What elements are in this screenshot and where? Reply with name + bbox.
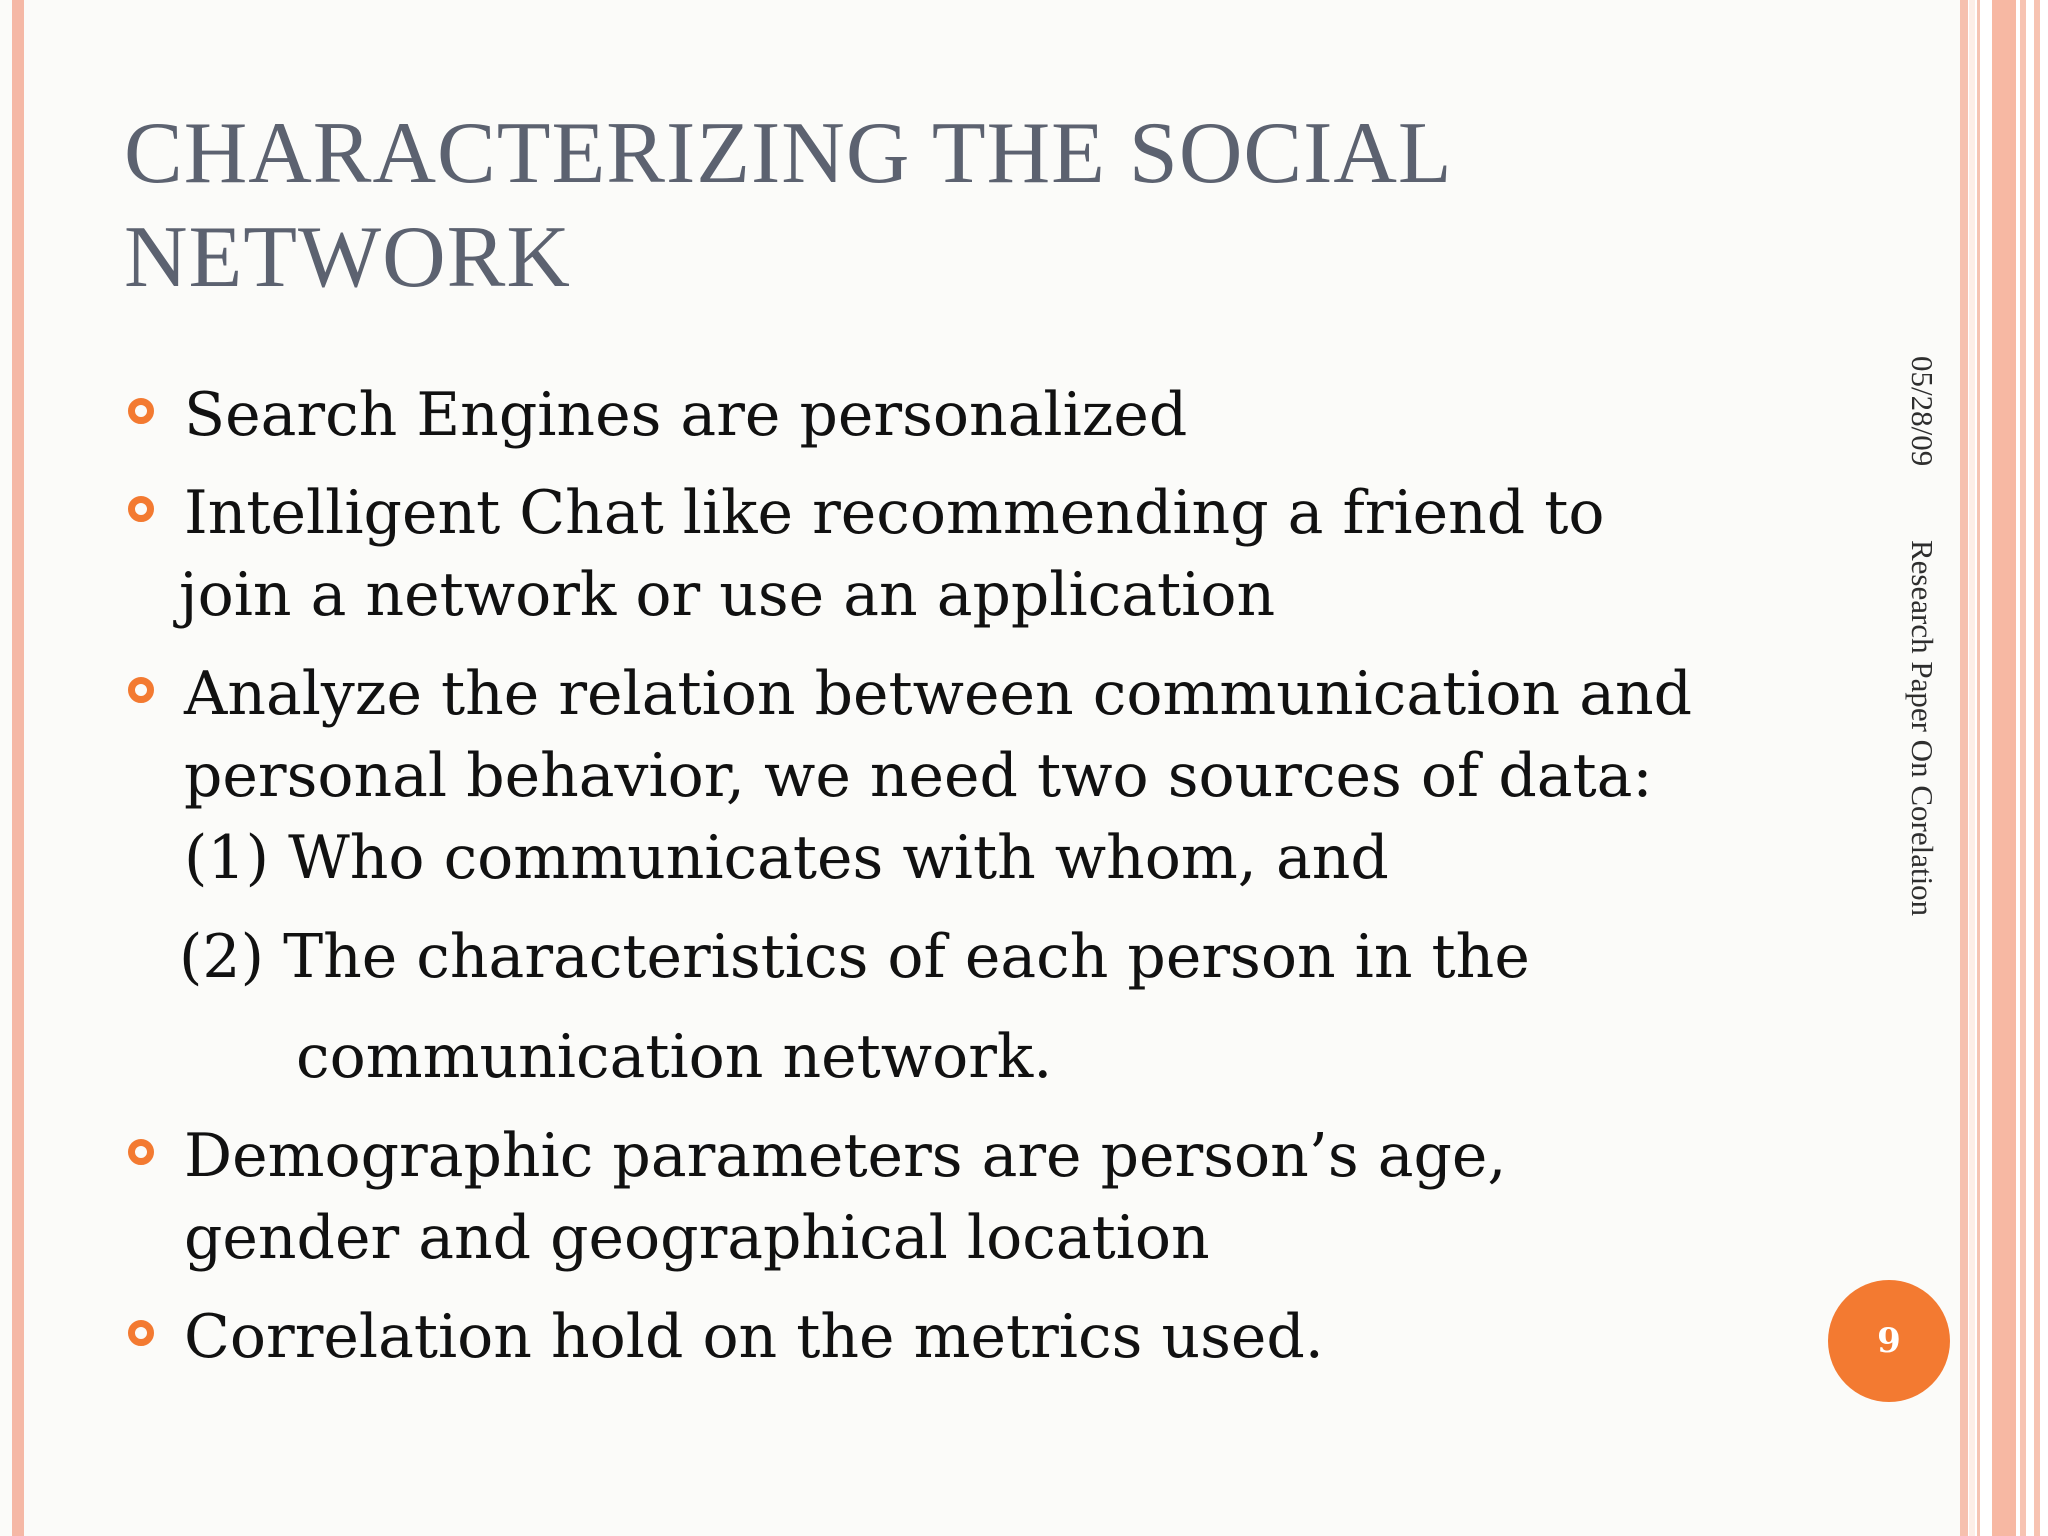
left-border-bar (12, 0, 24, 1536)
bullet-circle-icon (128, 1320, 154, 1346)
right-border-line (1960, 0, 1968, 1536)
slide-footer-text: Research Paper On Corelation (1905, 540, 1940, 917)
bullet-circle-icon (128, 677, 154, 703)
bullet-circle-icon (128, 1139, 154, 1165)
sub-item-text: (2) The characteristics of each person in the (179, 922, 1530, 992)
bullet-text-line: Intelligent Chat like recommending a friend to (184, 478, 1605, 548)
bullet-text-line: Demographic parameters are person’s age, (184, 1121, 1507, 1191)
bullet-text-line: gender and geographical location (184, 1203, 1210, 1273)
page-number: 9 (1877, 1321, 1901, 1361)
right-border-line (2034, 0, 2040, 1536)
bullet-text-line: Search Engines are personalized (184, 380, 1188, 450)
right-border-line (1969, 0, 1975, 1536)
bullet-text-line: Analyze the relation between communication and (184, 659, 1693, 729)
bullet-text-line: join a network or use an application (179, 560, 1276, 630)
bullet-circle-icon (128, 398, 154, 424)
page-number-badge (1828, 1280, 1950, 1402)
slide-title: CHARACTERIZING THE SOCIAL NETWORK (124, 105, 1450, 306)
bullet-text-line: personal behavior, we need two sources of data: (184, 741, 1653, 811)
right-border-line (1977, 0, 1980, 1536)
right-border-line (1992, 0, 2016, 1536)
slide-date: 05/28/09 (1905, 356, 1940, 467)
bullet-text-line: (1) Who communicates with whom, and (184, 823, 1389, 893)
bullet-circle-icon (128, 496, 154, 522)
sub-item-text: communication network. (296, 1022, 1053, 1092)
right-border-line (2020, 0, 2026, 1536)
bullet-text-line: Correlation hold on the metrics used. (184, 1302, 1324, 1372)
